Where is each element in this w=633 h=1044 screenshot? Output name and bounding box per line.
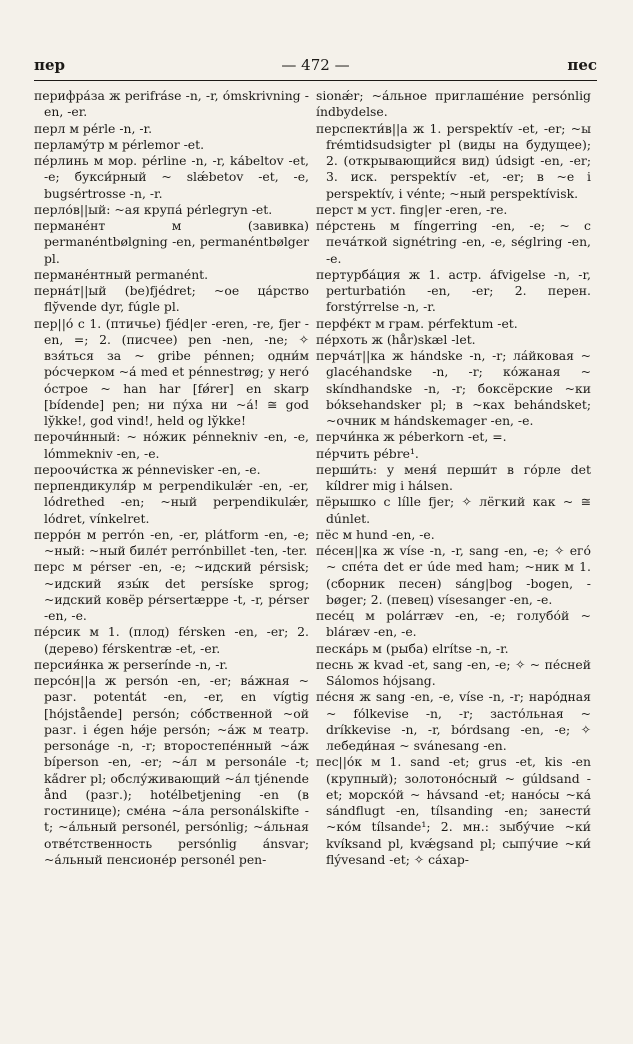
- entry: пертурба́ция ж 1. астр. а́fvigelse -n, -r, perturbatiо́n -en, -er; 2. перен. forstýrrelse -n, -r.: [316, 266, 591, 315]
- entry: перчи́нка ж pе́berkorn -et, =.: [316, 429, 507, 445]
- entry: пёс м hund -en, -e.: [316, 526, 435, 542]
- entry: перманéнтный permanе́nt.: [34, 266, 209, 282]
- entry: перча́т||ка ж hа́ndske -n, -r; ла́йковая ~ glacéhandske -n, -r; ко́жаная ~ skíndhandske -n, -r; боксёрские ~ки bо́ksehandsker pl; в ~ках behа́ndsket; ~очник м hа́ndskemager -en, -e.: [316, 348, 591, 428]
- entry: перманéнт м (завивка) permanе́ntbølgning -en, permanе́ntbølger pl.: [34, 218, 309, 266]
- entry: пе́сня ж sang -en, -e, víse -n, -r; наро́дная ~ fо́lkevise -n, -r; засто́льная ~ dríkkevise -n, -r, bо́rdsang -en, -e; ✧ лебеди́ная ~ svа́nesang -en.: [316, 689, 591, 753]
- entry: пе́рсик м 1. (плод) fе́rsken -en, -er; 2. (дерево) fе́rskentræ -et, -er.: [34, 624, 309, 656]
- entry: перл м pе́rle -n, -r.: [34, 120, 153, 136]
- entry: перочи́нный: ~ но́жик pénnekniv -en, -e, lо́mmekniv -en, -e.: [34, 429, 309, 461]
- entry: песнь ж kvad -et, sang -en, -e; ✧ ~ пе́сней Sа́lomos hо́jsang.: [316, 656, 591, 688]
- entry: пероочи́стка ж pénnevisker -en, -e.: [34, 461, 261, 477]
- entry: перспекти́в||а ж 1. perspektív -et, -er; ~ы frе́mtidsudsigter pl (виды на будущее); 2. (открывающийся вид) údsigt -en, -er; 3. иск. perspektív -et, -er; в ~е i perspektív, i vе́nte; ~ный perspektívisk.: [316, 120, 591, 201]
- entry: перламу́тр м pе́rlemor -et.: [34, 136, 205, 152]
- page-header: [34, 54, 597, 81]
- right-column: [316, 88, 591, 868]
- entry: перс м pе́rser -en, -e; ~идский pе́rsisk; ~идский язы́к det persíske sprog; ~идский ковёр pе́rsertæppe -t, -r, pе́rser -en, -e.: [34, 559, 309, 623]
- header-left-guide-word: пер: [34, 56, 66, 74]
- entry-continuation: sionǽr; ~а́льное приглаше́ние persо́nlig índbydelse.: [316, 88, 591, 120]
- entry: перши́ть: у меня́ перши́т в го́рле det kíldrer mig i hа́lsen.: [316, 461, 591, 493]
- entry: пе́рстень м fíngerring -en, -e; ~ с печа́ткой signе́tring -en, -e, sе́glring -en, -e.: [316, 218, 591, 266]
- entry: перст м уст. fing|er -eren, -re.: [316, 201, 508, 217]
- entry: пер||о́ с 1. (птичье) fjéd|er -eren, -re, fjer -en, =; 2. (писчее) pen -nen, -ne; ✧ взя́ться за ~ gribe pénnen; одни́м ро́счерком ~а́ med et pénnestrøg; у него́ о́строе ~ han har [fǿrer] en skarp [bídende] pen; ни пу́ха ни ~а́! ≅ god ly̆kke!, god vind!, held og ly̆kke!: [34, 315, 309, 428]
- entry: пёрышко с lílle fjer; ✧ лёгкий как ~ ≅ dúnlet.: [316, 494, 591, 526]
- entry: перпендикуля́р м perpendikulǽr -en, -er, lо́drethed -en; ~ный perpendikulǽr, lо́dret, vínkelret.: [34, 478, 309, 526]
- entry: перифра́за ж perifrа́se -n, -r, о́mskrivning -en, -er.: [34, 88, 309, 120]
- left-column: [34, 88, 309, 868]
- entry: песка́рь м (рыба) elrítse -n, -r.: [316, 640, 509, 656]
- entry: персия́нка ж perserínde -n, -r.: [34, 656, 228, 672]
- entry: перфе́кт м грам. pе́rfektum -et.: [316, 315, 518, 331]
- entry: персо́н||а ж persо́n -en, -er; ва́жная ~ разг. potentа́t -en, -er, en vígtig [hо́jstående] persо́n; со́бственной ~ой разг. i égen hǿje persо́n; ~а́ж м театр. personа́ge -n, -r; второстепе́нный ~а́ж bíperson -en, -er; ~а́л м personа́le -t; ka̋drer pl; обслу́живающий ~а́л tjénende ånd (разг.); hotе́lbetjening -en (в гостинице); сме́на ~а́ла personа́lskifte -t; ~а́льный personе́l, persо́nlig; ~а́льная отве́тственность persо́nlig а́nsvar; ~а́льный пенсионе́р personе́l pen-: [34, 673, 309, 867]
- entry: перро́н м perrо́n -en, -er, plа́tform -en, -e; ~ный: ~ный биле́т perrо́nbillet -ten, -ter.: [34, 526, 309, 558]
- page-number: — 472 —: [281, 56, 350, 74]
- entry: пе́рхоть ж (hа̊r)skæl -let.: [316, 331, 476, 347]
- entry: пе́рчить pе́bre¹.: [316, 445, 419, 461]
- entry: песе́ц м polа́rræv -en, -e; голубо́й ~ blа́ræv -en, -e.: [316, 608, 591, 640]
- header-right-guide-word: пес: [567, 56, 597, 74]
- entry: пе́рлинь м мор. pе́rline -n, -r, kа́beltov -et, -e; букси́рный ~ slǽbetov -et, -e, bugsе́rtrosse -n, -r.: [34, 153, 309, 201]
- entry: перло́в||ый: ~ая крупа́ pе́rlegryn -et.: [34, 201, 273, 217]
- entry: пес||о́к м 1. sand -et; grus -et, kis -en (крупный); золотоно́сный ~ gúldsand -et; морско́й ~ hа́vsand -et; нано́сы ~ка́ sа́ndflugt -en, tílsanding -en; занести́ ~ко́м tílsande¹; 2. мн.: зыбу́чие ~ки́ kvíksand pl, kvǽgsand pl; сыпу́чие ~ки́ flývesand -et; ✧ са́хар-: [316, 754, 591, 867]
- entry: перна́т||ый (be)fjédret; ~ое ца́рство fly̆vende dyr, fúgle pl.: [34, 283, 309, 315]
- entry: пе́сен||ка ж víse -n, -r, sang -en, -e; ✧ его́ ~ спе́та det er úde med ham; ~ник м 1. (сборник песен) sа́ng|bog -bogen, -bøger; 2. (певец) vísesanger -en, -e.: [316, 543, 591, 607]
